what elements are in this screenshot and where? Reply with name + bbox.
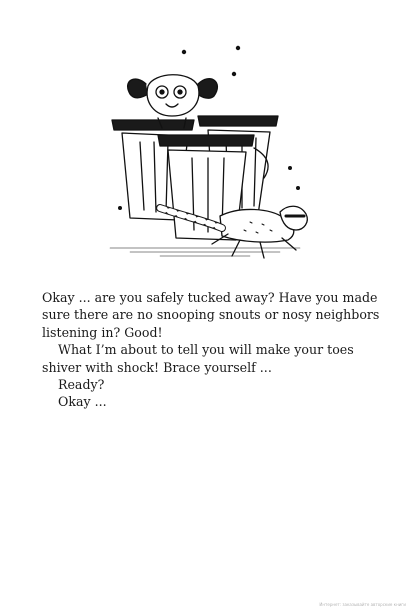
trash-cans-dog-raccoon-drawing — [100, 38, 320, 278]
paragraph-3: Ready? — [58, 377, 105, 393]
watermark: Интернет: заказывайте авторские книги — [319, 602, 406, 607]
story-text — [42, 289, 387, 411]
illustration — [100, 38, 320, 278]
paragraph-4: Okay ... — [58, 394, 107, 410]
paragraph-2: What I’m about to tell you will make your toes shiver with shock! Brace yourself ... — [42, 342, 354, 375]
paragraph-1: Okay ... are you safely tucked away? Have you made sure there are no snooping snouts or nosy neighbors listening in? Good! — [42, 290, 380, 340]
